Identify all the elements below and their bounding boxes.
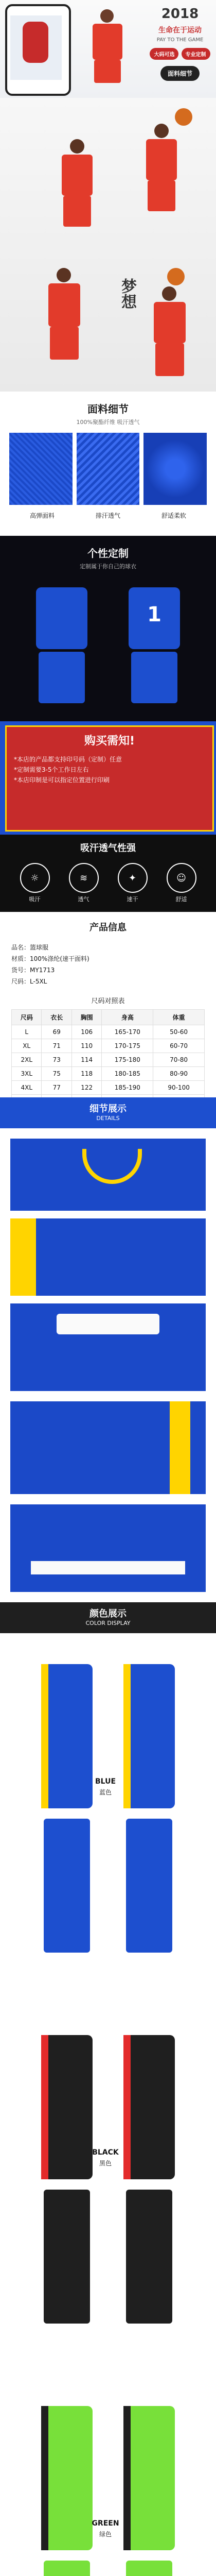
color-name-cn: 蓝色 bbox=[99, 1789, 112, 1796]
info-label: 尺码： bbox=[11, 978, 30, 985]
fabric-subtitle: 100%聚酯纤维 吸汗透气 bbox=[76, 419, 140, 426]
size-table-cell: 110 bbox=[71, 1039, 101, 1053]
fabric-images bbox=[9, 433, 207, 505]
size-table-cell: 170-175 bbox=[102, 1039, 153, 1053]
product-info-section bbox=[0, 912, 216, 1097]
size-table-cell: 80-90 bbox=[153, 1067, 205, 1081]
jersey-shorts bbox=[39, 652, 85, 703]
player-head bbox=[154, 124, 169, 138]
info-value: MY1713 bbox=[30, 967, 55, 974]
player-head bbox=[100, 9, 114, 23]
fabric-features bbox=[9, 511, 207, 520]
product-info-title: 产品信息 bbox=[89, 922, 127, 933]
airflow-icon: ≋ bbox=[69, 863, 99, 893]
size-table-cell: 118 bbox=[71, 1067, 101, 1081]
player-shorts bbox=[94, 60, 121, 83]
dream-section bbox=[0, 98, 216, 392]
jersey-shorts bbox=[44, 1819, 90, 1953]
color-name-en: BLACK bbox=[92, 2148, 119, 2157]
detail-image bbox=[10, 1218, 206, 1296]
fabric-feature: 舒适柔软 bbox=[161, 512, 186, 519]
color-name-cn: 黑色 bbox=[99, 2160, 112, 2167]
fabric-image bbox=[77, 433, 140, 505]
hero-year: 2018 bbox=[161, 6, 199, 22]
breathable-title: 吸汗透气性强 bbox=[80, 843, 136, 854]
color-section bbox=[0, 1602, 216, 2576]
info-label: 品名： bbox=[11, 944, 30, 951]
sweat-icon: ☼ bbox=[20, 863, 50, 893]
product-info-rows bbox=[11, 942, 205, 987]
size-table-cell: 69 bbox=[42, 1025, 71, 1039]
size-table-cell: 77 bbox=[42, 1081, 71, 1095]
jersey-mockup bbox=[36, 1664, 98, 1984]
product-info-row bbox=[11, 964, 205, 976]
size-table-header-row bbox=[12, 1010, 205, 1025]
breathable-icon-item bbox=[20, 863, 50, 903]
dream-text: 梦想 bbox=[118, 278, 136, 309]
player-silhouette bbox=[23, 22, 48, 63]
color-name-cn: 绿色 bbox=[99, 2531, 112, 2538]
hero-cta-button[interactable]: 面料细节 bbox=[160, 66, 200, 81]
hero-text bbox=[149, 6, 211, 81]
hero-badges bbox=[149, 48, 211, 60]
player-shorts bbox=[50, 327, 79, 360]
size-table-header: 体重 bbox=[153, 1010, 205, 1025]
hero-subtitle: PAY TO THE GAME bbox=[156, 37, 204, 43]
side-trim bbox=[10, 1218, 36, 1296]
player-shorts bbox=[63, 196, 91, 227]
breathable-icon-label: 吸汗 bbox=[29, 896, 41, 903]
jersey-front bbox=[123, 587, 185, 706]
hem-trim bbox=[31, 1561, 185, 1574]
jersey-top bbox=[41, 2035, 93, 2179]
jersey-shorts bbox=[131, 652, 177, 703]
size-table-cell: 50-60 bbox=[153, 1025, 205, 1039]
color-header-bar bbox=[0, 1602, 216, 1633]
breathable-icons bbox=[10, 863, 206, 903]
color-item bbox=[0, 2014, 216, 2375]
color-item bbox=[0, 1643, 216, 2004]
size-table-cell: 4XL bbox=[12, 1081, 42, 1095]
size-table-cell: 114 bbox=[71, 1053, 101, 1067]
color-subtitle: COLOR DISPLAY bbox=[85, 1620, 131, 1626]
size-table-body bbox=[12, 1025, 205, 1109]
jersey-top bbox=[123, 1664, 175, 1808]
breathable-icon-item bbox=[69, 863, 99, 903]
size-table-header: 身高 bbox=[102, 1010, 153, 1025]
jersey-shorts bbox=[126, 2190, 172, 2324]
size-table-cell: 71 bbox=[42, 1039, 71, 1053]
player-main bbox=[72, 4, 144, 94]
size-table-cell: 75 bbox=[42, 1067, 71, 1081]
size-table-header: 衣长 bbox=[42, 1010, 71, 1025]
jersey-mockup bbox=[36, 2035, 98, 2354]
notice-box bbox=[5, 725, 214, 832]
size-table-cell: 185-190 bbox=[102, 1081, 153, 1095]
fabric-image bbox=[9, 433, 73, 505]
detail-image bbox=[10, 1401, 206, 1494]
detail-image bbox=[10, 1303, 206, 1391]
jersey-shorts bbox=[126, 2561, 172, 2576]
comfort-icon: ☺ bbox=[167, 863, 196, 893]
breathable-icon-item bbox=[118, 863, 148, 903]
size-table-row bbox=[12, 1081, 205, 1095]
player-jersey bbox=[154, 302, 186, 343]
info-value: L-5XL bbox=[30, 978, 47, 985]
color-label bbox=[87, 2519, 123, 2538]
jersey-trim bbox=[123, 2035, 131, 2179]
product-info-row bbox=[11, 942, 205, 953]
jersey-back bbox=[31, 587, 93, 706]
detail-header-bar bbox=[0, 1097, 216, 1128]
size-table-header: 尺码 bbox=[12, 1010, 42, 1025]
jersey-mockup bbox=[118, 2406, 180, 2576]
size-table-title: 尺码对照表 bbox=[91, 997, 125, 1005]
jersey-shorts bbox=[44, 2561, 90, 2576]
player-red-1 bbox=[46, 139, 108, 237]
notice-line: *本店的产品都支持印号码（定制）任意 bbox=[14, 756, 122, 763]
hero-title: 生命在于运动 bbox=[158, 26, 202, 35]
size-table bbox=[11, 1009, 205, 1109]
player-jersey bbox=[93, 24, 122, 60]
player-head bbox=[162, 286, 176, 301]
jersey-top bbox=[41, 1664, 93, 1808]
color-name-en: BLUE bbox=[95, 1777, 116, 1786]
notice-line: *本店印制是可以指定位置进行印刷 bbox=[14, 776, 110, 784]
product-info-row bbox=[11, 976, 205, 987]
color-item bbox=[0, 2385, 216, 2576]
player-jersey bbox=[48, 283, 80, 327]
info-value: 篮球服 bbox=[30, 944, 49, 951]
jersey-mockup bbox=[118, 2035, 180, 2354]
jersey-top bbox=[123, 2035, 175, 2179]
fabric-feature: 排汗透气 bbox=[95, 512, 120, 519]
size-table-cell: 2XL bbox=[12, 1053, 42, 1067]
jersey-top bbox=[41, 2406, 93, 2550]
breathable-icon-item bbox=[167, 863, 196, 903]
size-table-cell: 60-70 bbox=[153, 1039, 205, 1053]
jersey-trim bbox=[41, 1664, 48, 1808]
fabric-header bbox=[0, 401, 216, 426]
player-head bbox=[57, 268, 71, 282]
info-label: 货号： bbox=[11, 967, 30, 974]
fabric-title: 面料细节 bbox=[87, 403, 129, 415]
fabric-feature: 高弹面料 bbox=[29, 512, 55, 519]
detail-section bbox=[0, 1097, 216, 1602]
size-table-cell: 73 bbox=[42, 1053, 71, 1067]
info-label: 材质： bbox=[11, 955, 30, 962]
size-table-cell: 70-80 bbox=[153, 1053, 205, 1067]
jersey-trim bbox=[41, 2406, 48, 2550]
player-red-3 bbox=[31, 268, 98, 381]
jersey-top bbox=[123, 2406, 175, 2550]
fabric-section bbox=[0, 392, 216, 536]
player-red-2 bbox=[129, 108, 201, 237]
jersey-trim bbox=[123, 1664, 131, 1808]
detail-subtitle: DETAILS bbox=[96, 1115, 120, 1122]
size-table-cell: 180-185 bbox=[102, 1067, 153, 1081]
custom-subtitle: 定制属于你自己的球衣 bbox=[80, 563, 136, 570]
phone-mockup bbox=[5, 4, 71, 96]
color-name-en: GREEN bbox=[92, 2519, 119, 2528]
jersey-number: 1 bbox=[147, 603, 161, 626]
detail-title: 细节展示 bbox=[89, 1104, 127, 1114]
breathable-icon-label: 透气 bbox=[78, 896, 89, 903]
size-table-row bbox=[12, 1067, 205, 1081]
jersey-trim bbox=[41, 2035, 48, 2179]
hero-badge: 专业定制 bbox=[182, 48, 210, 60]
fabric-image bbox=[143, 433, 207, 505]
color-title: 颜色展示 bbox=[89, 1608, 127, 1619]
size-table-row bbox=[12, 1039, 205, 1053]
product-info-row bbox=[11, 953, 205, 964]
custom-section bbox=[0, 536, 216, 721]
custom-header bbox=[0, 545, 216, 570]
breathable-section bbox=[0, 835, 216, 912]
player-red-4 bbox=[136, 268, 203, 381]
ball bbox=[175, 108, 192, 126]
ball bbox=[167, 268, 185, 285]
breathable-icon-label: 速干 bbox=[127, 896, 138, 903]
size-table-cell: 165-170 bbox=[102, 1025, 153, 1039]
detail-image bbox=[10, 1139, 206, 1211]
collar-trim bbox=[82, 1149, 142, 1184]
notice-section bbox=[0, 721, 216, 835]
color-label bbox=[87, 2148, 123, 2167]
waistband bbox=[57, 1314, 159, 1334]
info-value: 100%涤纶(速干面料) bbox=[30, 955, 89, 962]
jersey-shorts bbox=[44, 2190, 90, 2324]
detail-image bbox=[10, 1504, 206, 1592]
jersey-mockup bbox=[36, 2406, 98, 2576]
hero-section bbox=[0, 0, 216, 98]
size-table-cell: 175-180 bbox=[102, 1053, 153, 1067]
size-table-cell: 106 bbox=[71, 1025, 101, 1039]
quick-dry-icon: ✦ bbox=[118, 863, 148, 893]
side-trim bbox=[170, 1401, 190, 1494]
size-table-cell: 122 bbox=[71, 1081, 101, 1095]
jersey-trim bbox=[123, 2406, 131, 2550]
jersey-top bbox=[36, 587, 87, 649]
player-head bbox=[70, 139, 84, 154]
player-shorts bbox=[148, 180, 175, 211]
player-jersey bbox=[146, 139, 177, 180]
color-label bbox=[87, 1777, 123, 1797]
notice-line: *定制需要3-5个工作日左右 bbox=[14, 766, 89, 773]
jersey-mockup bbox=[118, 1664, 180, 1984]
size-table-cell: L bbox=[12, 1025, 42, 1039]
jersey-shorts bbox=[126, 1819, 172, 1953]
size-table-cell: XL bbox=[12, 1039, 42, 1053]
notice-title: 购买需知! bbox=[84, 735, 135, 748]
size-table-row bbox=[12, 1025, 205, 1039]
notice-lines bbox=[7, 748, 212, 791]
size-table-wrap bbox=[11, 1009, 205, 1109]
player-shorts bbox=[155, 343, 184, 376]
player-jersey bbox=[62, 155, 93, 196]
breathable-icon-label: 舒适 bbox=[175, 896, 187, 903]
size-table-header: 胸围 bbox=[71, 1010, 101, 1025]
size-table-cell: 90-100 bbox=[153, 1081, 205, 1095]
hero-badge: 大码可选 bbox=[150, 48, 178, 60]
size-table-row bbox=[12, 1053, 205, 1067]
size-table-cell: 3XL bbox=[12, 1067, 42, 1081]
custom-title: 个性定制 bbox=[87, 547, 129, 560]
